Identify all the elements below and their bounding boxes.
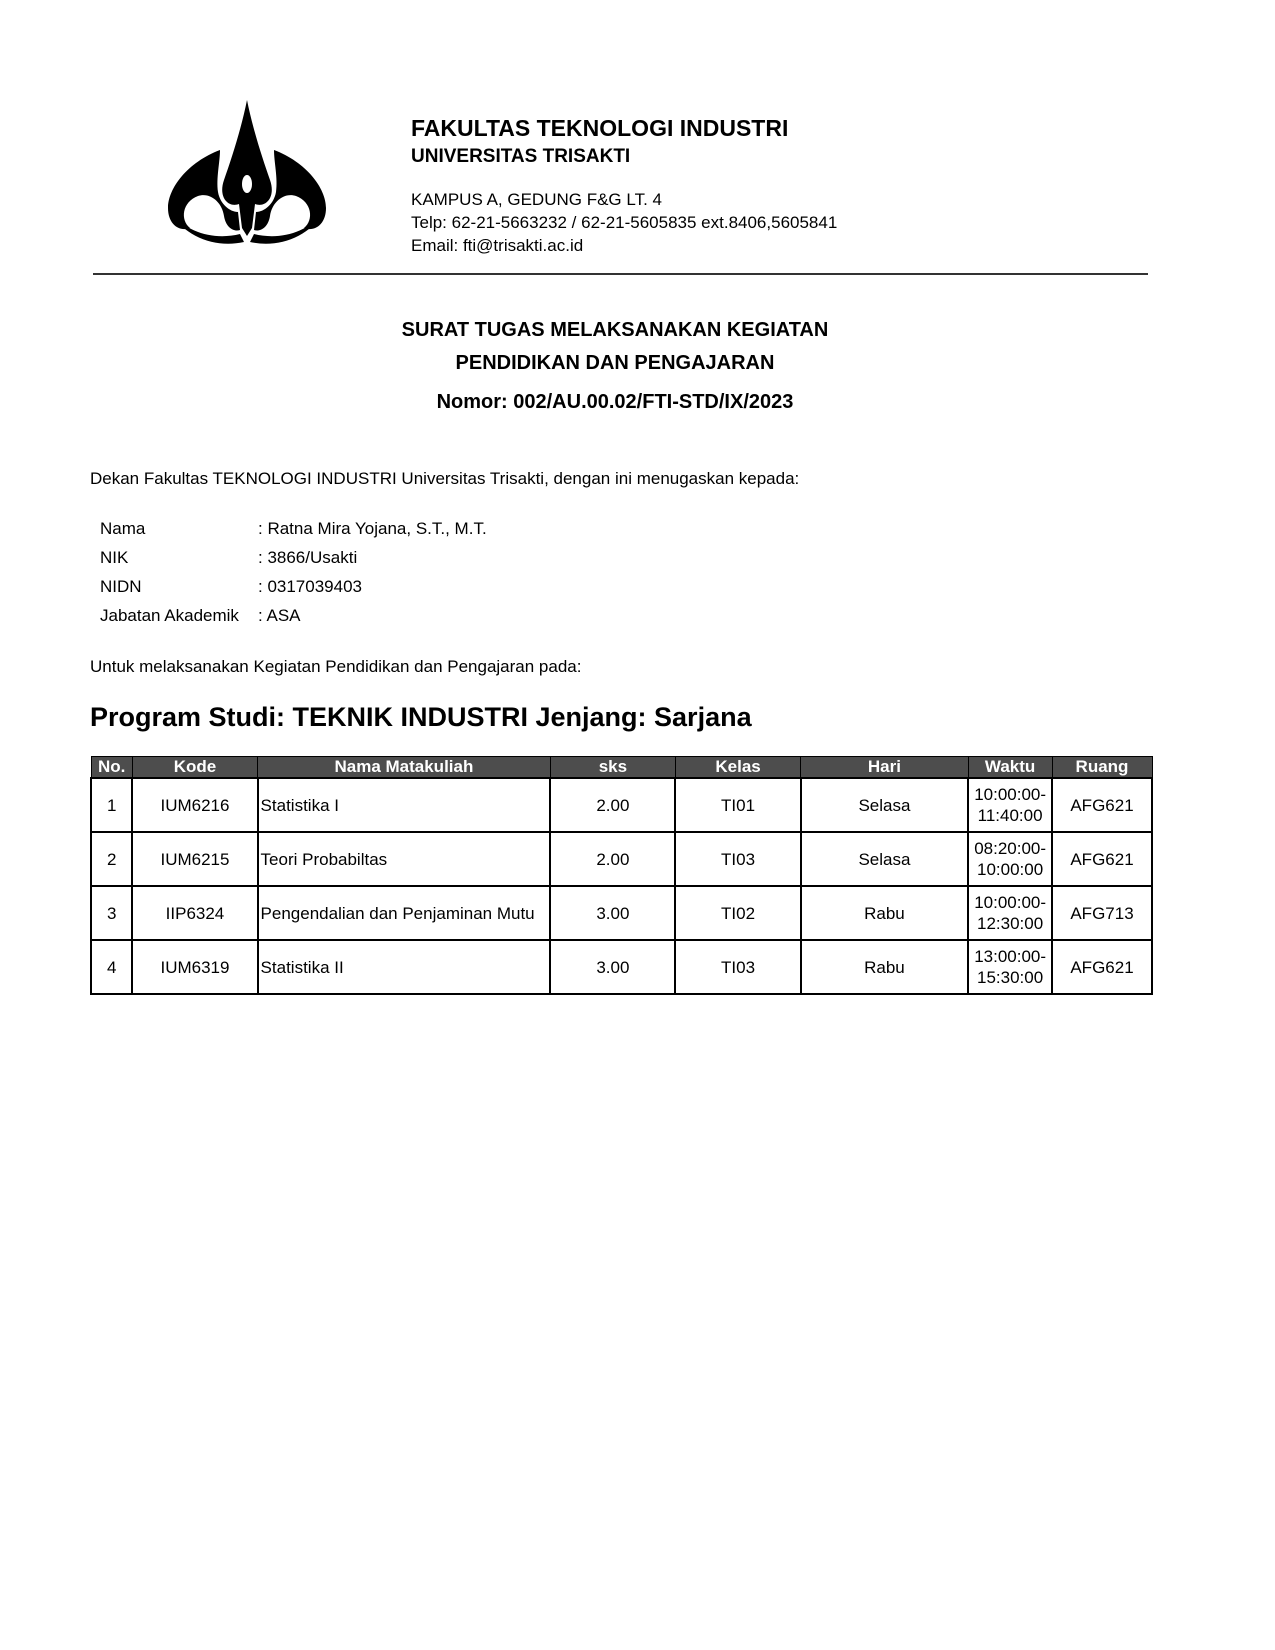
cell-nama: Teori Probabiltas [258,832,551,886]
cell-kelas: TI03 [675,940,800,994]
cell-waktu [968,940,1052,994]
cell-sks: 2.00 [550,832,675,886]
schedule-table [90,756,1153,995]
university-logo [168,100,326,245]
cell-no: 3 [91,886,132,940]
letter-title: SURAT TUGAS MELAKSANAKAN KEGIATAN [401,319,829,341]
table-row [91,832,1152,886]
header-no: No. [91,757,132,779]
identity-row-nama [100,519,487,539]
identity-row-nik [100,548,357,568]
waktu-end: 11:40:00 [977,806,1043,825]
cell-ruang: AFG621 [1052,778,1152,832]
cell-no: 1 [91,778,132,832]
cell-sks: 2.00 [550,778,675,832]
identity-row-jabatan [100,606,301,626]
header-hari: Hari [801,757,969,779]
identity-label: NIDN [100,577,142,596]
header-nama-matakuliah: Nama Matakuliah [258,757,551,779]
cell-kode: IUM6216 [132,778,257,832]
email-line: Email: fti@trisakti.ac.id [411,236,584,255]
waktu-start: 10:00:00- [974,785,1047,804]
cell-ruang: AFG621 [1052,940,1152,994]
cell-waktu [968,832,1052,886]
intro-text: Dekan Fakultas TEKNOLOGI INDUSTRI Universitas Trisakti, dengan ini menugaskan kepada: [90,469,800,488]
header-kelas: Kelas [675,757,800,779]
cell-hari: Selasa [801,778,969,832]
cell-hari: Selasa [801,832,969,886]
cell-kelas: TI03 [675,832,800,886]
cell-kelas: TI01 [675,778,800,832]
cell-waktu [968,778,1052,832]
cell-kode: IIP6324 [132,886,257,940]
identity-label: NIK [100,548,129,567]
identity-label: Nama [100,519,146,538]
cell-hari: Rabu [801,940,969,994]
table-row [91,778,1152,832]
waktu-end: 12:30:00 [977,914,1044,933]
program-heading: Program Studi: TEKNIK INDUSTRI Jenjang: Sarjana [90,702,752,732]
instruction-text: Untuk melaksanakan Kegiatan Pendidikan dan Pengajaran pada: [90,657,582,676]
cell-sks: 3.00 [550,940,675,994]
phone-line: Telp: 62-21-5663232 / 62-21-5605835 ext.8406,5605841 [411,213,838,232]
header-kode: Kode [132,757,257,779]
address-line: KAMPUS A, GEDUNG F&G LT. 4 [411,190,662,209]
letter-subtitle: PENDIDIKAN DAN PENGAJARAN [455,352,775,374]
cell-ruang: AFG621 [1052,832,1152,886]
waktu-end: 10:00:00 [977,860,1044,879]
waktu-start: 08:20:00- [974,839,1047,858]
cell-no: 2 [91,832,132,886]
waktu-start: 13:00:00- [974,947,1047,966]
faculty-name: FAKULTAS TEKNOLOGI INDUSTRI [411,115,789,141]
cell-nama: Statistika I [258,778,551,832]
cell-no: 4 [91,940,132,994]
cell-sks: 3.00 [550,886,675,940]
identity-label: Jabatan Akademik [100,606,239,625]
identity-value: : ASA [258,606,301,625]
identity-value: : 3866/Usakti [258,548,358,567]
cell-nama: Pengendalian dan Penjaminan Mutu [258,886,551,940]
waktu-start: 10:00:00- [974,893,1047,912]
identity-value: : 0317039403 [258,577,362,596]
cell-nama: Statistika II [258,940,551,994]
table-header-row [91,757,1152,779]
header-ruang: Ruang [1052,757,1152,779]
header-sks: sks [550,757,675,779]
cell-kode: IUM6215 [132,832,257,886]
identity-value: : Ratna Mira Yojana, S.T., M.T. [258,519,487,538]
university-name: UNIVERSITAS TRISAKTI [411,146,631,167]
cell-waktu [968,886,1052,940]
cell-hari: Rabu [801,886,969,940]
waktu-end: 15:30:00 [977,968,1044,987]
letter-number: Nomor: 002/AU.00.02/FTI-STD/IX/2023 [436,391,794,413]
cell-kelas: TI02 [675,886,800,940]
table-row [91,886,1152,940]
table-row [91,940,1152,994]
identity-row-nidn [100,577,362,597]
header-divider [93,273,1148,275]
header-waktu: Waktu [968,757,1052,779]
cell-ruang: AFG713 [1052,886,1152,940]
cell-kode: IUM6319 [132,940,257,994]
